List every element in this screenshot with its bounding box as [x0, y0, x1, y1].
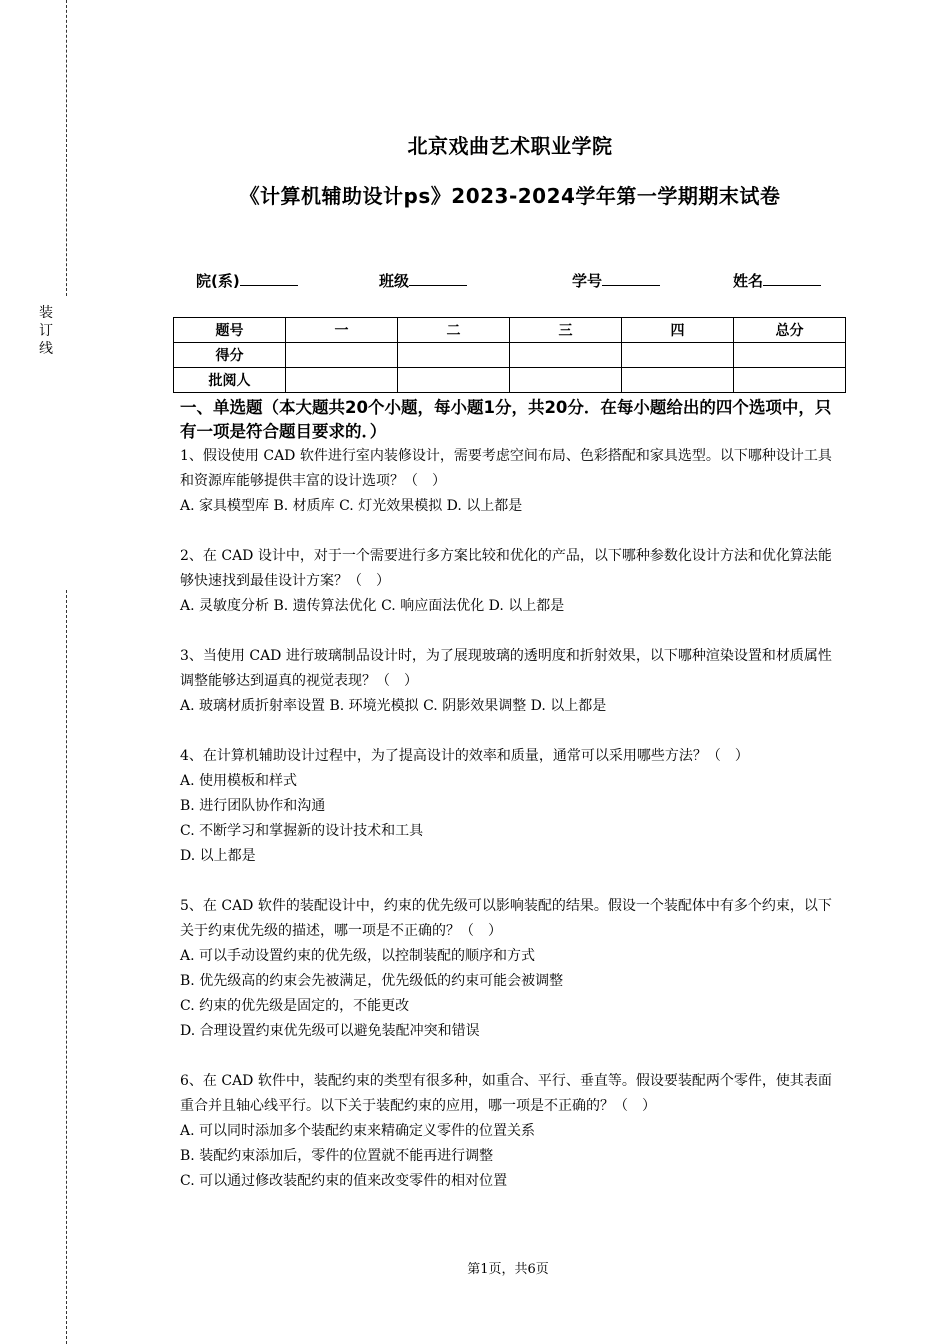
option-b: B. 优先级高的约束会先被满足，优先级低的约束可能会被调整: [180, 973, 564, 989]
reviewer-cell[interactable]: [398, 368, 510, 393]
question-2: [180, 544, 840, 619]
question-3: [180, 644, 840, 719]
binding-dashed-line-bottom: [66, 590, 67, 1344]
score-cell[interactable]: [510, 343, 622, 368]
class-blank: [409, 272, 467, 286]
binding-label: 装订线: [39, 305, 53, 357]
table-cell: 二: [398, 318, 510, 343]
table-cell: 总分: [734, 318, 846, 343]
table-cell: 题号: [174, 318, 286, 343]
exam-title: 《计算机辅助设计ps》2023-2024学年第一学期期末试卷: [239, 184, 781, 208]
reviewer-row: [174, 368, 846, 393]
reviewer-cell[interactable]: [286, 368, 398, 393]
option-b: B. 进行团队协作和沟通: [180, 798, 326, 814]
name-label: 姓名: [733, 272, 764, 290]
exam-content: [180, 396, 840, 1194]
option-a: A. 使用模板和样式: [180, 773, 298, 789]
student-id-blank: [602, 272, 660, 286]
page-footer: 第1页，共6页: [467, 1262, 549, 1277]
question-options: A. 家具模型库 B. 材质库 C. 灯光效果模拟 D. 以上都是: [180, 498, 523, 514]
table-cell: 得分: [174, 343, 286, 368]
question-options: A. 灵敏度分析 B. 遗传算法优化 C. 响应面法优化 D. 以上都是: [180, 598, 565, 614]
question-5: [180, 894, 840, 1044]
department-field: [196, 270, 298, 291]
reviewer-cell[interactable]: [510, 368, 622, 393]
spacer: [180, 519, 840, 544]
question-stem: 4、在计算机辅助设计过程中，为了提高设计的效率和质量，通常可以采用哪些方法？（ ）: [180, 748, 749, 764]
name-field: [733, 270, 821, 291]
spacer: [180, 719, 840, 744]
reviewer-cell[interactable]: [622, 368, 734, 393]
section-title: 一、单选题（本大题共20个小题，每小题1分，共20分．在每小题给出的四个选项中，只有一项是符合题目要求的．）: [180, 398, 832, 441]
option-a: A. 可以手动设置约束的优先级，以控制装配的顺序和方式: [180, 948, 536, 964]
option-b: B. 装配约束添加后，零件的位置就不能再进行调整: [180, 1148, 494, 1164]
table-cell: 一: [286, 318, 398, 343]
score-row: [174, 343, 846, 368]
name-blank: [763, 272, 821, 286]
score-cell[interactable]: [286, 343, 398, 368]
score-cell[interactable]: [734, 343, 846, 368]
question-stem: 3、当使用 CAD 进行玻璃制品设计时，为了展现玻璃的透明度和折射效果，以下哪种渲染设置和材质属性调整能够达到逼真的视觉表现？（ ）: [180, 648, 832, 689]
table-cell: 批阅人: [174, 368, 286, 393]
school-name: 北京戏曲艺术职业学院: [407, 134, 613, 158]
table-cell: 四: [622, 318, 734, 343]
score-table-header-row: [174, 318, 846, 343]
score-cell[interactable]: [398, 343, 510, 368]
reviewer-cell[interactable]: [734, 368, 846, 393]
department-blank: [240, 272, 298, 286]
class-label: 班级: [379, 272, 410, 290]
question-stem: 2、在 CAD 设计中，对于一个需要进行多方案比较和优化的产品，以下哪种参数化设计方法和优化算法能够快速找到最佳设计方案？（ ）: [180, 548, 832, 589]
question-4: [180, 744, 840, 869]
option-c: C. 不断学习和掌握新的设计技术和工具: [180, 823, 424, 839]
student-id-label: 学号: [572, 272, 603, 290]
option-c: C. 可以通过修改装配约束的值来改变零件的相对位置: [180, 1173, 508, 1189]
option-a: A. 可以同时添加多个装配约束来精确定义零件的位置关系: [180, 1123, 536, 1139]
option-c: C. 约束的优先级是固定的，不能更改: [180, 998, 410, 1014]
question-6: [180, 1069, 840, 1194]
spacer: [180, 1044, 840, 1069]
spacer: [180, 869, 840, 894]
question-options: A. 玻璃材质折射率设置 B. 环境光模拟 C. 阴影效果调整 D. 以上都是: [180, 698, 607, 714]
department-label: 院(系): [196, 272, 240, 290]
option-d: D. 以上都是: [180, 848, 256, 864]
student-id-field: [572, 270, 660, 291]
question-1: [180, 444, 840, 519]
table-cell: 三: [510, 318, 622, 343]
spacer: [180, 619, 840, 644]
class-field: [379, 270, 467, 291]
option-d: D. 合理设置约束优先级可以避免装配冲突和错误: [180, 1023, 480, 1039]
score-table: [173, 317, 846, 393]
score-cell[interactable]: [622, 343, 734, 368]
question-stem: 1、假设使用 CAD 软件进行室内装修设计，需要考虑空间布局、色彩搭配和家具选型。以下哪种设计工具和资源库能够提供丰富的设计选项？（ ）: [180, 448, 832, 489]
question-stem: 6、在 CAD 软件中，装配约束的类型有很多种，如重合、平行、垂直等。假设要装配两个零件，使其表面重合并且轴心线平行。以下关于装配约束的应用，哪一项是不正确的？（ ）: [180, 1073, 832, 1114]
question-stem: 5、在 CAD 软件的装配设计中，约束的优先级可以影响装配的结果。假设一个装配体中有多个约束，以下关于约束优先级的描述，哪一项是不正确的？（ ）: [180, 898, 832, 939]
